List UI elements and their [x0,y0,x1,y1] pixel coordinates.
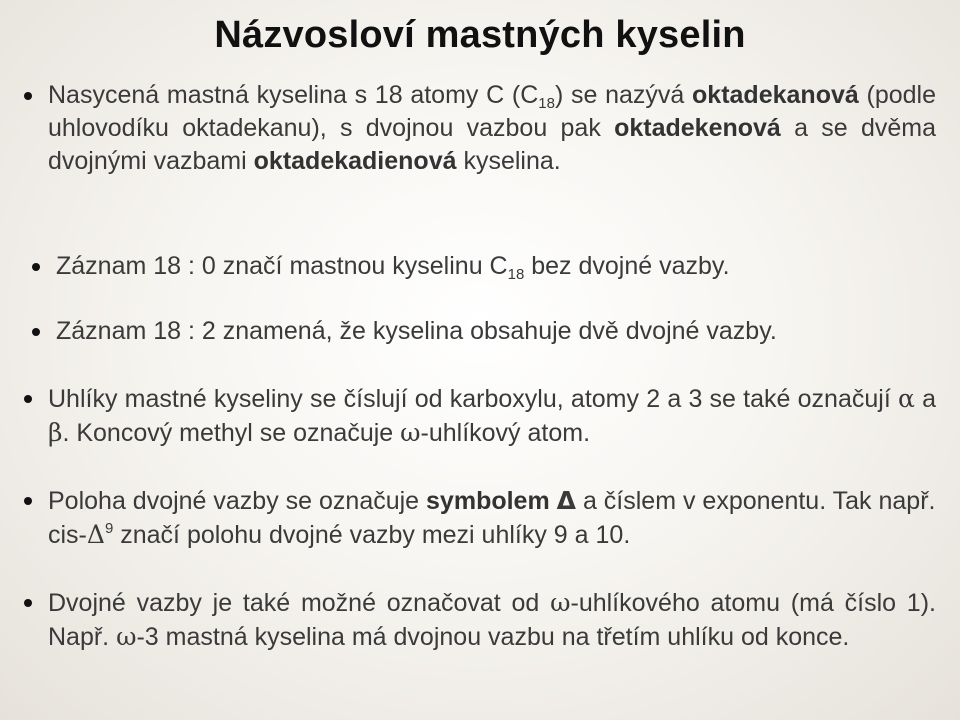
omega-symbol: ω [550,588,571,617]
beta-symbol: β [48,418,63,447]
bullet-item-record-18-2 [24,315,936,348]
bullet-text: Uhlíky mastné kyseliny se číslují od karboxylu, atomy 2 a 3 se také označují α a β. Koncový methyl se označuje ω-uhlíkový atom. [48,384,936,447]
bullet-item-double-bond-position [24,484,936,552]
omega-symbol: ω [400,418,421,447]
bullet-dot [24,395,32,403]
bullet-item-saturated-acid [24,79,936,178]
bullet-text: Záznam 18 : 0 značí mastnou kyselinu $C_{18}$ bez dvojné vazby. [56,252,730,283]
slide-title: Názvosloví mastných kyselin [214,14,746,56]
delta-symbol: Δ [86,520,105,549]
bullet-dot [32,263,40,271]
alpha-symbol: α [897,384,915,413]
bullet-text: Poloha dvojné vazby se označuje symbolem Δ a číslem v exponentu. Tak např. cis-$\Delta^9$ značí polohu dvojné vazby mezi uhlíky 9 a 10. [48,486,936,549]
omega-symbol: ω [116,622,137,651]
bullet-item-omega-notation [24,586,936,654]
bullet-text: Záznam 18 : 2 znamená, že kyselina obsahuje dvě dvojné vazby. [56,317,777,345]
bullet-item-record-18-0 [24,250,936,283]
bullet-dot [32,328,40,336]
bullet-text: Nasycená mastná kyselina s 18 atomy C $(C_{18})$ se nazývá oktadekanová (podle uhlovodíku oktadekanu), s dvojnou vazbou pak oktadekenová a se dvěma dvojnými vazbami oktadekadienová kyselina. [48,81,936,175]
bullet-text: Dvojné vazby je také možné označovat od ω-uhlíkového atomu (má číslo 1). Např. ω-3 mastná kyselina má dvojnou vazbu na třetím uhlíku od konce. [48,588,936,651]
bullet-dot [24,92,32,100]
bullet-item-carbon-numbering [24,382,936,450]
bullet-dot [24,497,32,505]
delta-symbol: Δ [556,486,577,515]
bullet-dot [24,599,32,607]
